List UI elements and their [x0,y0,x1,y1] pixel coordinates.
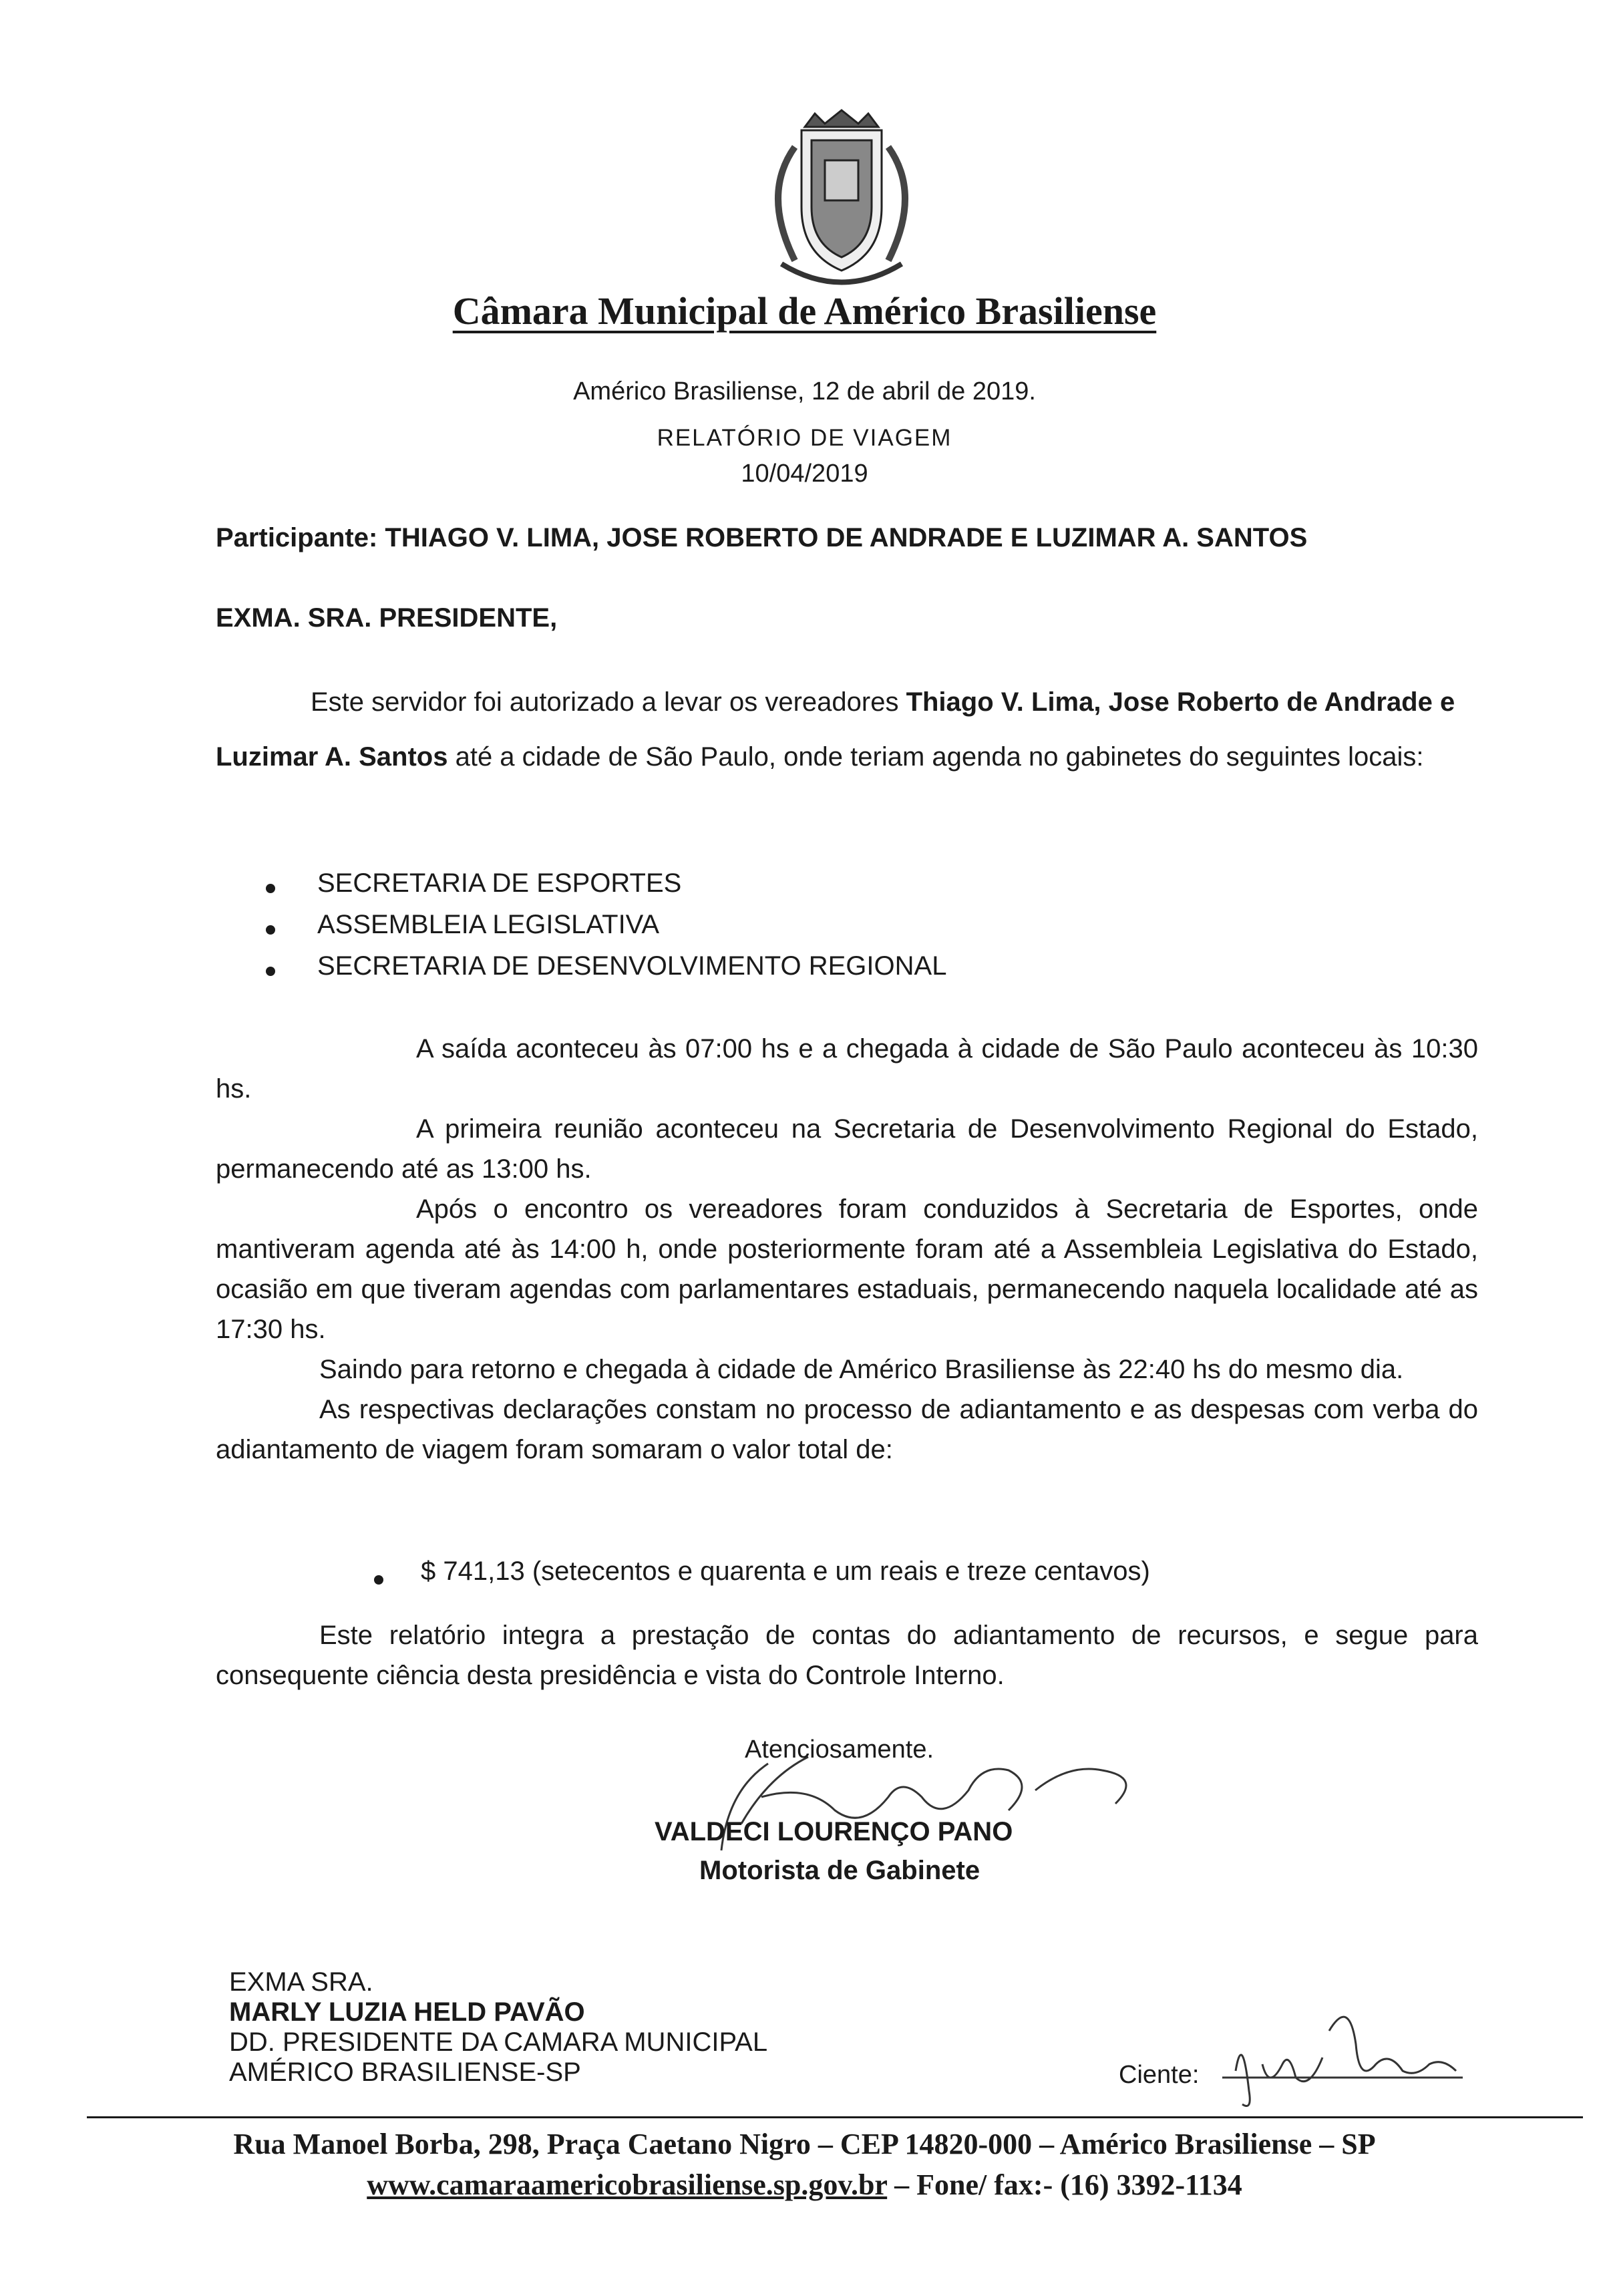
paragraph: A primeira reunião aconteceu na Secretaria de Desenvolvimento Regional do Estado, permanecendo até as 13:00 hs. [216,1114,1478,1184]
paragraph: As respectivas declarações constam no processo de adiantamento e as despesas com verba do adiantamento de viagem foram somaram o valor total de: [216,1395,1478,1464]
report-title: RELATÓRIO DE VIAGEM [657,425,952,451]
paragraph: Saindo para retorno e chegada à cidade de Américo Brasiliense às 22:40 hs do mesmo dia. [319,1355,1404,1384]
footer-address: Rua Manoel Borba, 298, Praça Caetano Nigro – CEP 14820-000 – Américo Brasiliense – SP [233,2128,1376,2160]
signer-name: VALDECI LOURENÇO PANO [655,1817,1013,1846]
coat-of-arms-icon [741,107,942,294]
body-paragraphs [216,1029,1478,1470]
closing-text: Atenciosamente. [745,1736,934,1764]
closing-paragraph: Este relatório integra a prestação de contas do adiantamento de recursos, e segue para consequente ciência desta presidência e vista do Controle Interno. [216,1621,1478,1690]
participants-line: Participante: THIAGO V. LIMA, JOSE ROBERTO DE ANDRADE E LUZIMAR A. SANTOS [216,523,1308,552]
ciente-signature-icon [1216,1991,1496,2111]
date-line: Américo Brasiliense, 12 de abril de 2019. [573,377,1036,405]
paragraph: Após o encontro os vereadores foram conduzidos à Secretaria de Esportes, onde mantiveram agenda até às 14:00 h, onde posteriormente foram até a Assembleia Legislativa do Estado, ocasião em que tiveram agendas com parlamentares estaduais, permanecendo naquela localidade até as 17:30 hs. [216,1194,1478,1344]
signer-role: Motorista de Gabinete [699,1856,980,1885]
footer-divider [87,2116,1583,2118]
footer-contact: www.camaraamericobrasiliense.sp.gov.br – Fone/ fax:- (16) 3392-1134 [367,2168,1242,2201]
ciente-label: Ciente: [1119,2061,1200,2089]
addressee-block: EXMA SRA. MARLY LUZIA HELD PAVÃO DD. PRESIDENTE DA CAMARA MUNICIPAL AMÉRICO BRASILIENSE-SP [229,1967,768,2087]
salutation: EXMA. SRA. PRESIDENTE, [216,603,558,633]
website-link[interactable]: www.camaraamericobrasiliense.sp.gov.br [367,2168,888,2201]
page-title: Câmara Municipal de Américo Brasiliense [452,289,1157,333]
paragraph: A saída aconteceu às 07:00 hs e a chegada à cidade de São Paulo aconteceu às 10:30 hs. [216,1034,1478,1104]
report-date: 10/04/2019 [741,460,868,488]
intro-paragraph: Este servidor foi autorizado a levar os vereadores Thiago V. Lima, Jose Roberto de Andrade e Luzimar A. Santos até a cidade de São Paulo, onde teriam agenda no gabinetes do seguintes locais: [216,687,1455,772]
